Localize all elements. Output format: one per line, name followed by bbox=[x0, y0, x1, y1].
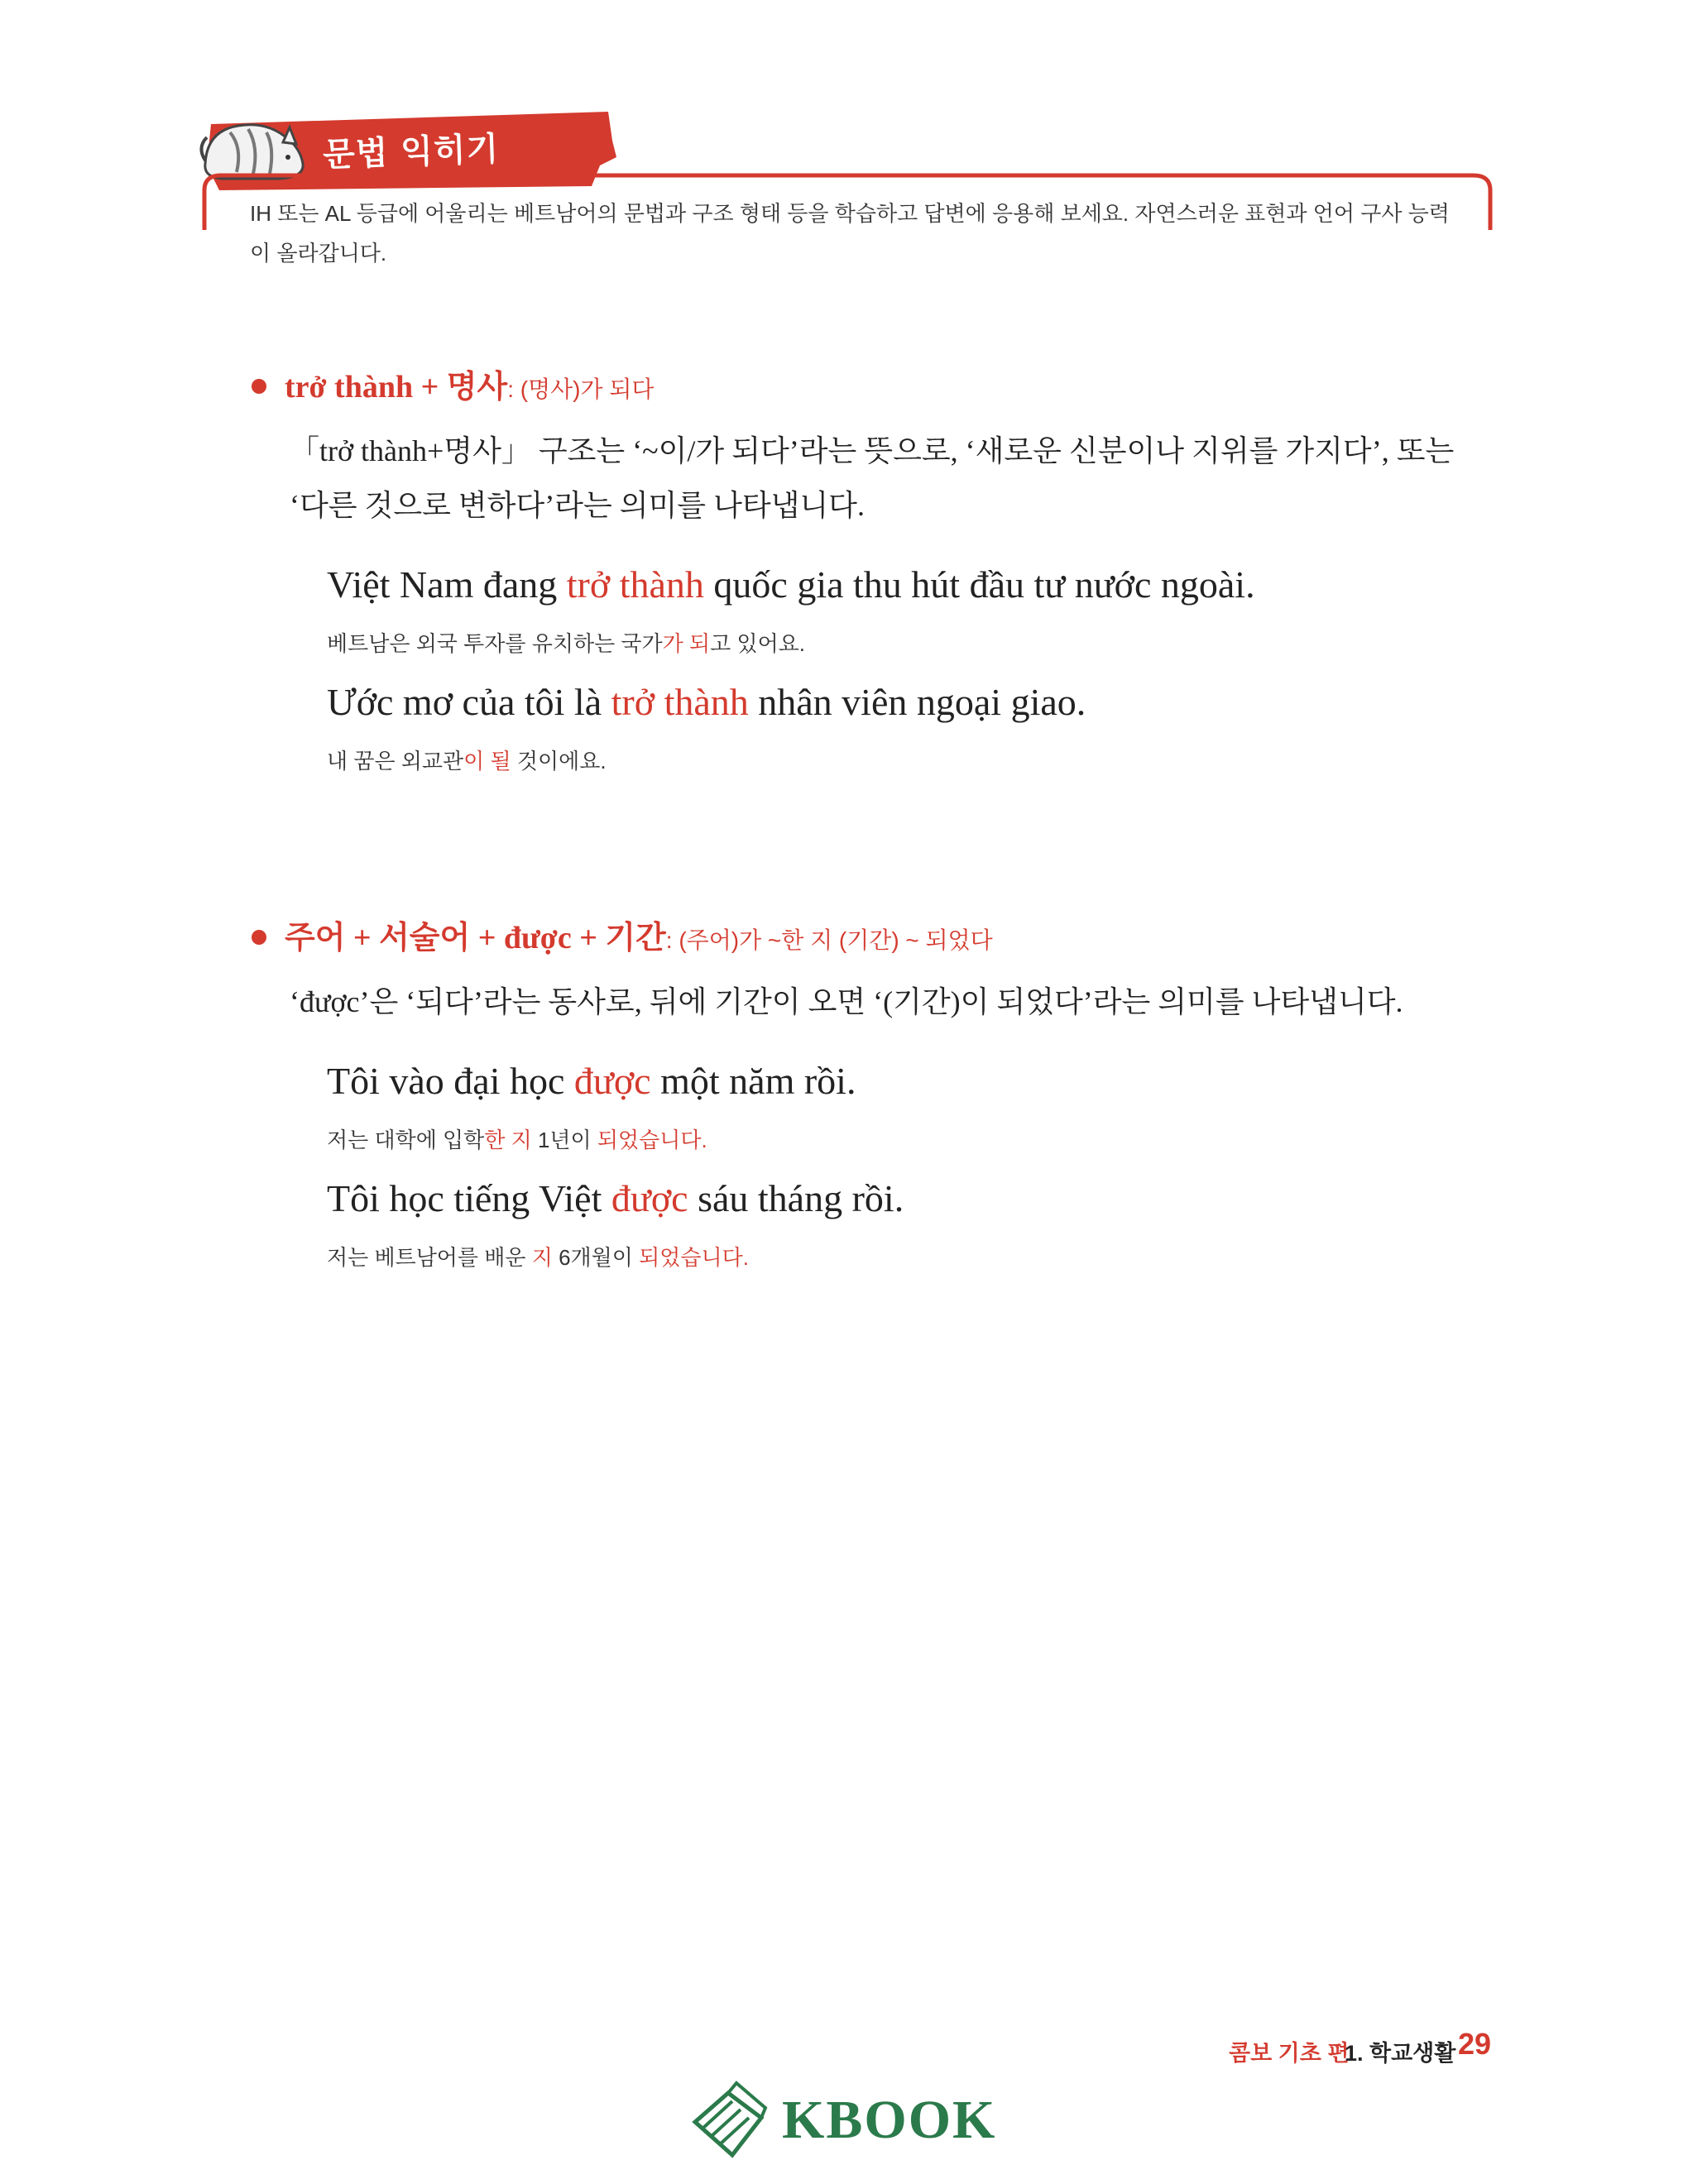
section-header-title: 문법 익히기 bbox=[322, 130, 501, 175]
example-translation-ko bbox=[327, 627, 805, 658]
example-sentence-vi bbox=[327, 680, 1086, 724]
translation-highlight: 되었습니다. bbox=[597, 1128, 707, 1152]
grammar-explanation: 「trở thành+명사」 구조는 ‘~이/가 되다’라는 뜻으로, ‘새로운 신분이나 지위를 가지다’, 또는 ‘다른 것으로 변하다’라는 의미를 나타냅니다. bbox=[290, 434, 1455, 522]
example-translation-ko bbox=[327, 1123, 707, 1154]
kbook-watermark: KBOOK bbox=[782, 2090, 997, 2150]
example-sentence-vi bbox=[327, 563, 1255, 606]
translation-text: 6개월이 bbox=[552, 1245, 640, 1270]
grammar-meaning: : (주어)가 ~한 지 (기간) ~ 되었다 bbox=[665, 927, 993, 953]
grammar-heading-duoc bbox=[252, 912, 993, 957]
example-text: một năm rồi. bbox=[650, 1060, 856, 1102]
example-highlight: được bbox=[611, 1177, 688, 1219]
translation-text: 저는 베트남어를 배운 bbox=[327, 1245, 532, 1270]
example-text: Tôi học tiếng Việt bbox=[327, 1177, 611, 1219]
example-text: sáu tháng rồi. bbox=[688, 1177, 904, 1219]
example-translation-ko bbox=[327, 745, 607, 775]
translation-highlight: 이 될 bbox=[463, 749, 511, 774]
example-sentence-vi bbox=[327, 1176, 904, 1220]
example-text: Việt Nam đang bbox=[327, 563, 567, 606]
page-number: 29 bbox=[1458, 2027, 1492, 2061]
translation-highlight: 되었습니다. bbox=[639, 1245, 749, 1270]
translation-text: 1년이 bbox=[531, 1128, 597, 1152]
translation-text: 베트남은 외국 투자를 유치하는 국가 bbox=[327, 631, 663, 656]
translation-highlight: 한 지 bbox=[484, 1128, 532, 1152]
translation-text: 내 꿈은 외교관 bbox=[327, 749, 464, 774]
example-highlight: được bbox=[573, 1060, 651, 1102]
footer-chapter: 1. 학교생활 bbox=[1345, 2041, 1456, 2066]
grammar-pattern: trở thành + 명사 bbox=[285, 370, 508, 405]
example-text: nhân viên ngoại giao. bbox=[748, 681, 1086, 723]
bullet-icon bbox=[252, 930, 266, 945]
example-sentence-vi bbox=[327, 1059, 856, 1103]
grammar-pattern: 주어 + 서술어 + được + 기간 bbox=[285, 921, 666, 956]
example-text: Ước mơ của tôi là bbox=[327, 681, 611, 723]
example-translation-ko bbox=[327, 1241, 749, 1272]
example-text: quốc gia thu hút đầu tư nước ngoài. bbox=[703, 563, 1255, 606]
bullet-icon bbox=[252, 379, 266, 394]
example-highlight: trở thành bbox=[566, 563, 704, 606]
example-highlight: trở thành bbox=[611, 681, 749, 723]
translation-highlight: 가 되 bbox=[662, 631, 711, 656]
kbook-book-icon bbox=[687, 2076, 770, 2167]
footer-category: 콤보 기초 편 bbox=[1229, 2041, 1350, 2066]
translation-text: 고 있어요. bbox=[710, 631, 806, 656]
translation-highlight: 지 bbox=[531, 1245, 553, 1270]
translation-text: 것이에요. bbox=[511, 749, 607, 774]
translation-text: 저는 대학에 입학 bbox=[327, 1128, 485, 1152]
grammar-meaning: : (명사)가 되다 bbox=[507, 376, 655, 402]
intro-text: IH 또는 AL 등급에 어울리는 베트남어의 문법과 구조 형태 등을 학습하고 답변에 응용해 보세요. 자연스러운 표현과 언어 구사 능력이 올라갑니다. bbox=[250, 201, 1450, 266]
grammar-heading-tro-thanh bbox=[252, 361, 654, 406]
example-text: Tôi vào đại học bbox=[327, 1060, 574, 1102]
grammar-explanation: ‘được’은 ‘되다’라는 동사로, 뒤에 기간이 오면 ‘(기간)이 되었다’라는 의미를 나타냅니다. bbox=[290, 985, 1403, 1018]
